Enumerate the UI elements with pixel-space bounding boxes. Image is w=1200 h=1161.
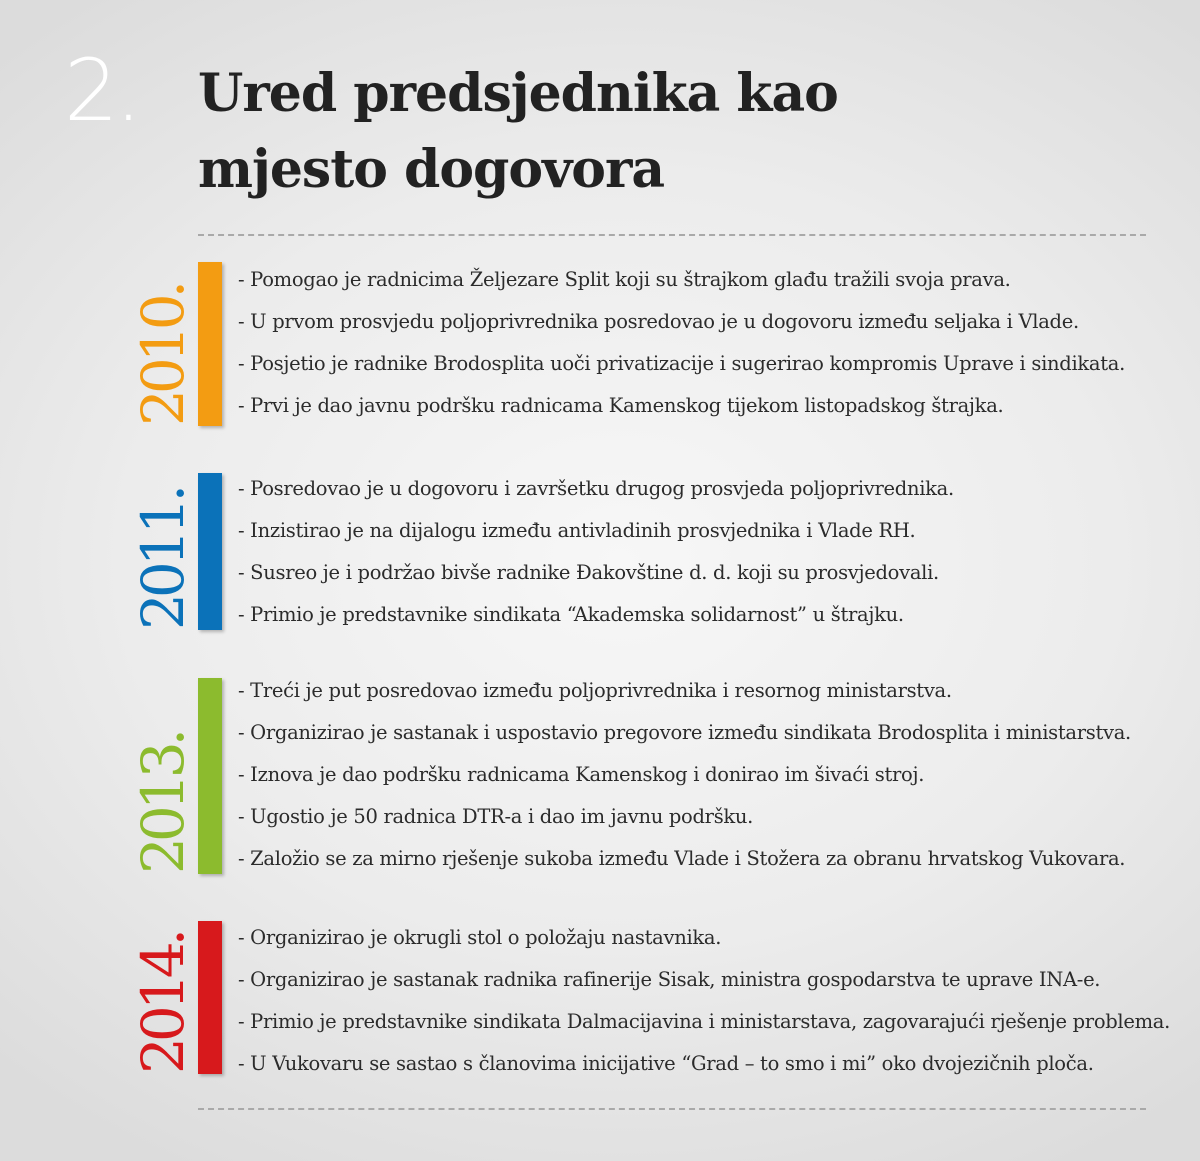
bottom-divider	[198, 1108, 1146, 1110]
year-bar	[198, 262, 222, 426]
event-list	[238, 259, 1125, 427]
year-bar	[198, 678, 222, 874]
year-bar	[198, 473, 222, 630]
page-title	[198, 56, 1158, 208]
list-item: - Organizirao je okrugli stol o položaju nastavnika.	[238, 926, 722, 949]
list-item: - Primio je predstavnike sindikata “Akademska solidarnost” u štrajku.	[238, 603, 904, 626]
list-item: - Organizirao je sastanak i uspostavio pregovore između sindikata Brodosplita i ministarstva.	[238, 721, 1131, 744]
list-item: - Ugostio je 50 radnica DTR-a i dao im javnu podršku.	[238, 805, 754, 828]
event-list	[238, 468, 954, 636]
list-item: - Organizirao je sastanak radnika rafinerije Sisak, ministra gospodarstva te uprave INA-e.	[238, 968, 1101, 991]
list-item: - Iznova je dao podršku radnicama Kamenskog i donirao im šivaći stroj.	[238, 763, 925, 786]
year-text: 2013.	[129, 732, 197, 874]
year-text: 2010.	[129, 284, 197, 426]
list-item: - Primio je predstavnike sindikata Dalmacijavina i ministarstava, zagovarajući rješenje problema.	[238, 1010, 1171, 1033]
event-list	[238, 917, 1170, 1085]
year-label	[129, 262, 198, 426]
year-label	[129, 678, 198, 874]
list-item: - Prvi je dao javnu podršku radnicama Kamenskog tijekom listopadskog štrajka.	[238, 394, 1004, 417]
year-label	[129, 473, 198, 630]
list-item: - Posjetio je radnike Brodosplita uoči privatizacije i sugerirao kompromis Uprave i sindikata.	[238, 352, 1125, 375]
list-item: - Pomogao je radnicima Željezare Split koji su štrajkom glađu tražili svoja prava.	[238, 268, 1011, 291]
section-number: 2.	[64, 41, 139, 141]
list-item: - U Vukovaru se sastao s članovima inicijative “Grad – to smo i mi” oko dvojezičnih ploča.	[238, 1052, 1094, 1075]
year-text: 2014.	[129, 932, 197, 1074]
list-item: - Susreo je i podržao bivše radnike Đakovštine d. d. koji su prosvjedovali.	[238, 561, 939, 584]
year-text: 2011.	[129, 488, 197, 630]
year-bar	[198, 921, 222, 1074]
title-line-1: Ured predsjednika kao	[198, 63, 838, 124]
year-label	[129, 921, 198, 1074]
list-item: - U prvom prosvjedu poljoprivrednika posredovao je u dogovoru između seljaka i Vlade.	[238, 310, 1079, 333]
list-item: - Založio se za mirno rješenje sukoba između Vlade i Stožera za obranu hrvatskog Vukovara.	[238, 847, 1126, 870]
title-line-2: mjesto dogovora	[198, 139, 665, 200]
list-item: - Treći je put posredovao između poljoprivrednika i resornog ministarstva.	[238, 679, 952, 702]
list-item: - Posredovao je u dogovoru i završetku drugog prosvjeda poljoprivrednika.	[238, 477, 954, 500]
list-item: - Inzistirao je na dijalogu između antivladinih prosvjednika i Vlade RH.	[238, 519, 916, 542]
top-divider	[198, 234, 1146, 236]
event-list	[238, 670, 1131, 880]
